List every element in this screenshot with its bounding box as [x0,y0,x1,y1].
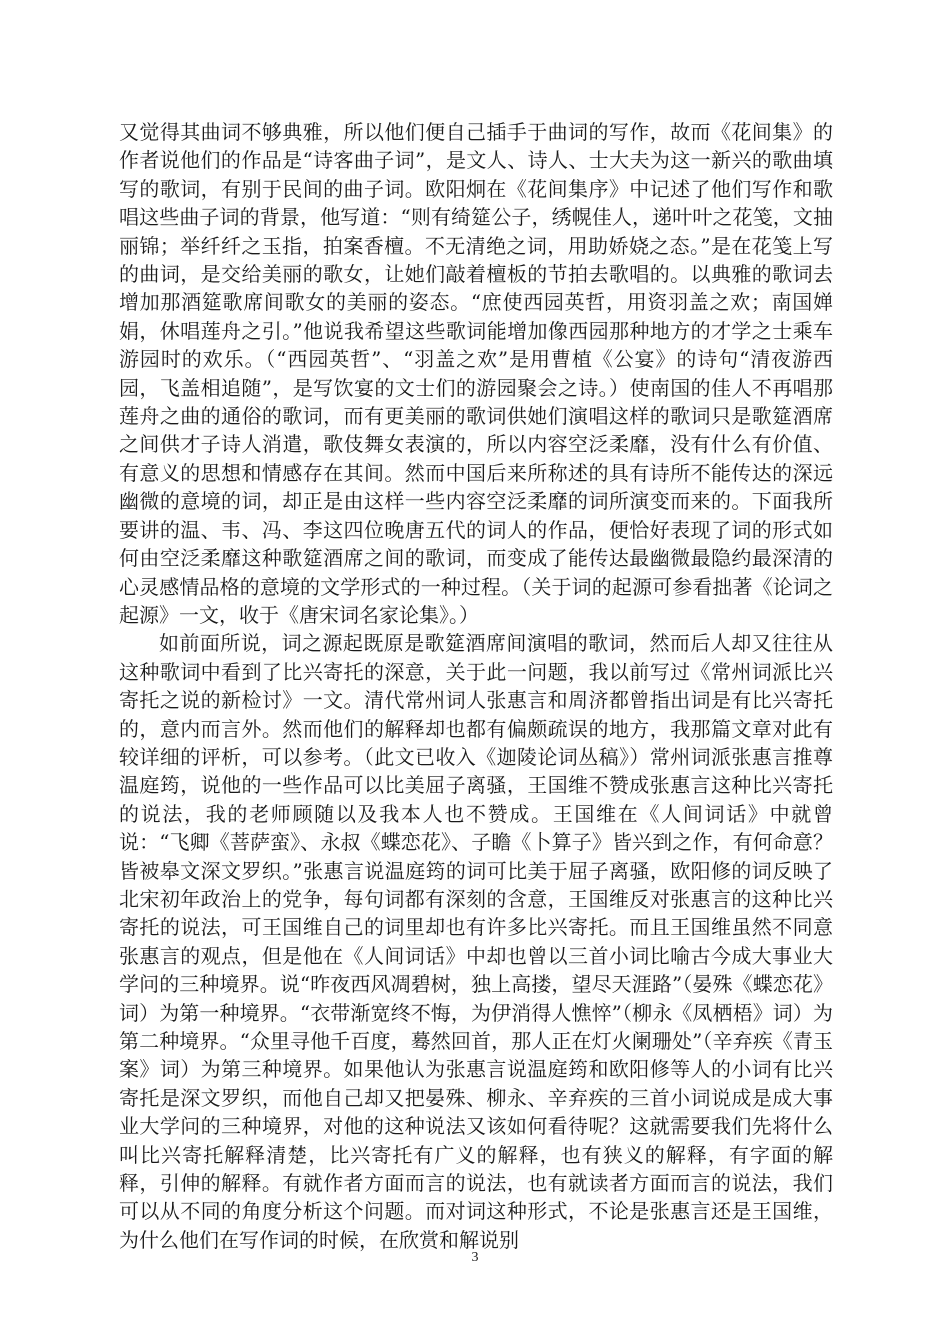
body-text [119,118,833,1254]
page-number: 3 [471,1250,479,1265]
paragraph-1: 又觉得其曲词不够典雅，所以他们便自己插手于曲词的写作，故而《花间集》的作者说他们的作品是“诗客曲子词”，是文人、诗人、士大夫为这一新兴的歌曲填写的歌词，有别于民间的曲子词。欧阳炯在《花间集序》中记述了他们写作和歌唱这些曲子词的背景，他写道：“则有绮筵公子，绣幌佳人，递叶叶之花笺，文抽丽锦；举纤纤之玉指，拍案香檀。不无清绝之词，用助娇娆之态。”是在花笺上写的曲词，是交给美丽的歌女，让她们敲着檀板的节拍去歌唱的。以典雅的歌词去增加那酒筵歌席间歌女的美丽的姿态。“庶使西园英哲，用资羽盖之欢；南国婵娟，休唱莲舟之引。”他说我希望这些歌词能增加像西园那种地方的才学之士乘车游园时的欢乐。（“西园英哲”、“羽盖之欢”是用曹植《公宴》的诗句“清夜游西园，飞盖相追随”，是写饮宴的文士们的游园聚会之诗。）使南国的佳人不再唱那莲舟之曲的通俗的歌词，而有更美丽的歌词供她们演唱这样的歌词只是歌筵酒席之间供才子诗人消遣，歌伎舞女表演的，所以内容空泛柔靡，没有什么有价值、有意义的思想和情感存在其间。然而中国后来所称述的具有诗所不能传达的深远幽微的意境的词，却正是由这样一些内容空泛柔靡的词所演变而来的。下面我所要讲的温、韦、冯、李这四位晚唐五代的词人的作品，便恰好表现了词的形式如何由空泛柔靡这种歌筵酒席之间的歌词，而变成了能传达最幽微最隐约最深清的心灵感情品格的意境的文学形式的一种过程。（关于词的起源可参看拙著《论词之起源》一文，收于《唐宋词名家论集》。） [119,120,833,627]
paragraph-2: 如前面所说，词之源起既原是歌筵酒席间演唱的歌词，然而后人却又往往从这种歌词中看到了比兴寄托的深意，关于此一问题，我以前写过《常州词派比兴寄托之说的新检讨》一文。清代常州词人张惠言和周济都曾指出词是有比兴寄托的，意内而言外。然而他们的解释却也都有偏颇疏误的地方，我那篇文章对此有较详细的评析，可以参考。（此文已收入《迦陵论词丛稿》）常州词派张惠言推尊温庭筠，说他的一些作品可以比美屈子离骚，王国维不赞成张惠言这种比兴寄托的说法，我的老师顾随以及我本人也不赞成。王国维在《人间词话》中就曾说：“飞卿《菩萨蛮》、永叔《蝶恋花》、子瞻《卜算子》皆兴到之作，有何命意？皆被皋文深文罗织。”张惠言说温庭筠的词可比美于屈子离骚，欧阳修的词反映了北宋初年政治上的党争，每句词都有深刻的含意，王国维反对张惠言的这种比兴寄托的说法，可王国维自己的词里却也有许多比兴寄托。而且王国维虽然不同意张惠言的观点，但是他在《人间词话》中却也曾以三首小词比喻古今成大事业大学问的三种境界。说“昨夜西风凋碧树，独上高搂，望尽天涯路”（晏殊《蝶恋花》词）为第一种境界。“衣带渐宽终不悔，为伊消得人憔悴”（柳永《凤栖梧》词）为第二种境界。“众里寻他千百度，蓦然回首，那人正在灯火阑珊处”（辛弃疾《青玉案》词）为第三种境界。如果他认为张惠言说温庭筠和欧阳修等人的小词有比兴寄托是深文罗织，而他自己却又把晏殊、柳永、辛弃疾的三首小词说成是成大事业大学问的三种境界，对他的这种说法又该如何看待呢？这就需要我们先将什么叫比兴寄托解释清楚，比兴寄托有广义的解释，也有狭义的解释，有字面的解释，引伸的解释。有就作者方面而言的说法，也有就读者方面而言的说法，我们可以从不同的角度分析这个问题。而对词这种形式，不论是张惠言还是王国维，为什么他们在写作词的时候，在欣赏和解说别 [119,631,833,1252]
